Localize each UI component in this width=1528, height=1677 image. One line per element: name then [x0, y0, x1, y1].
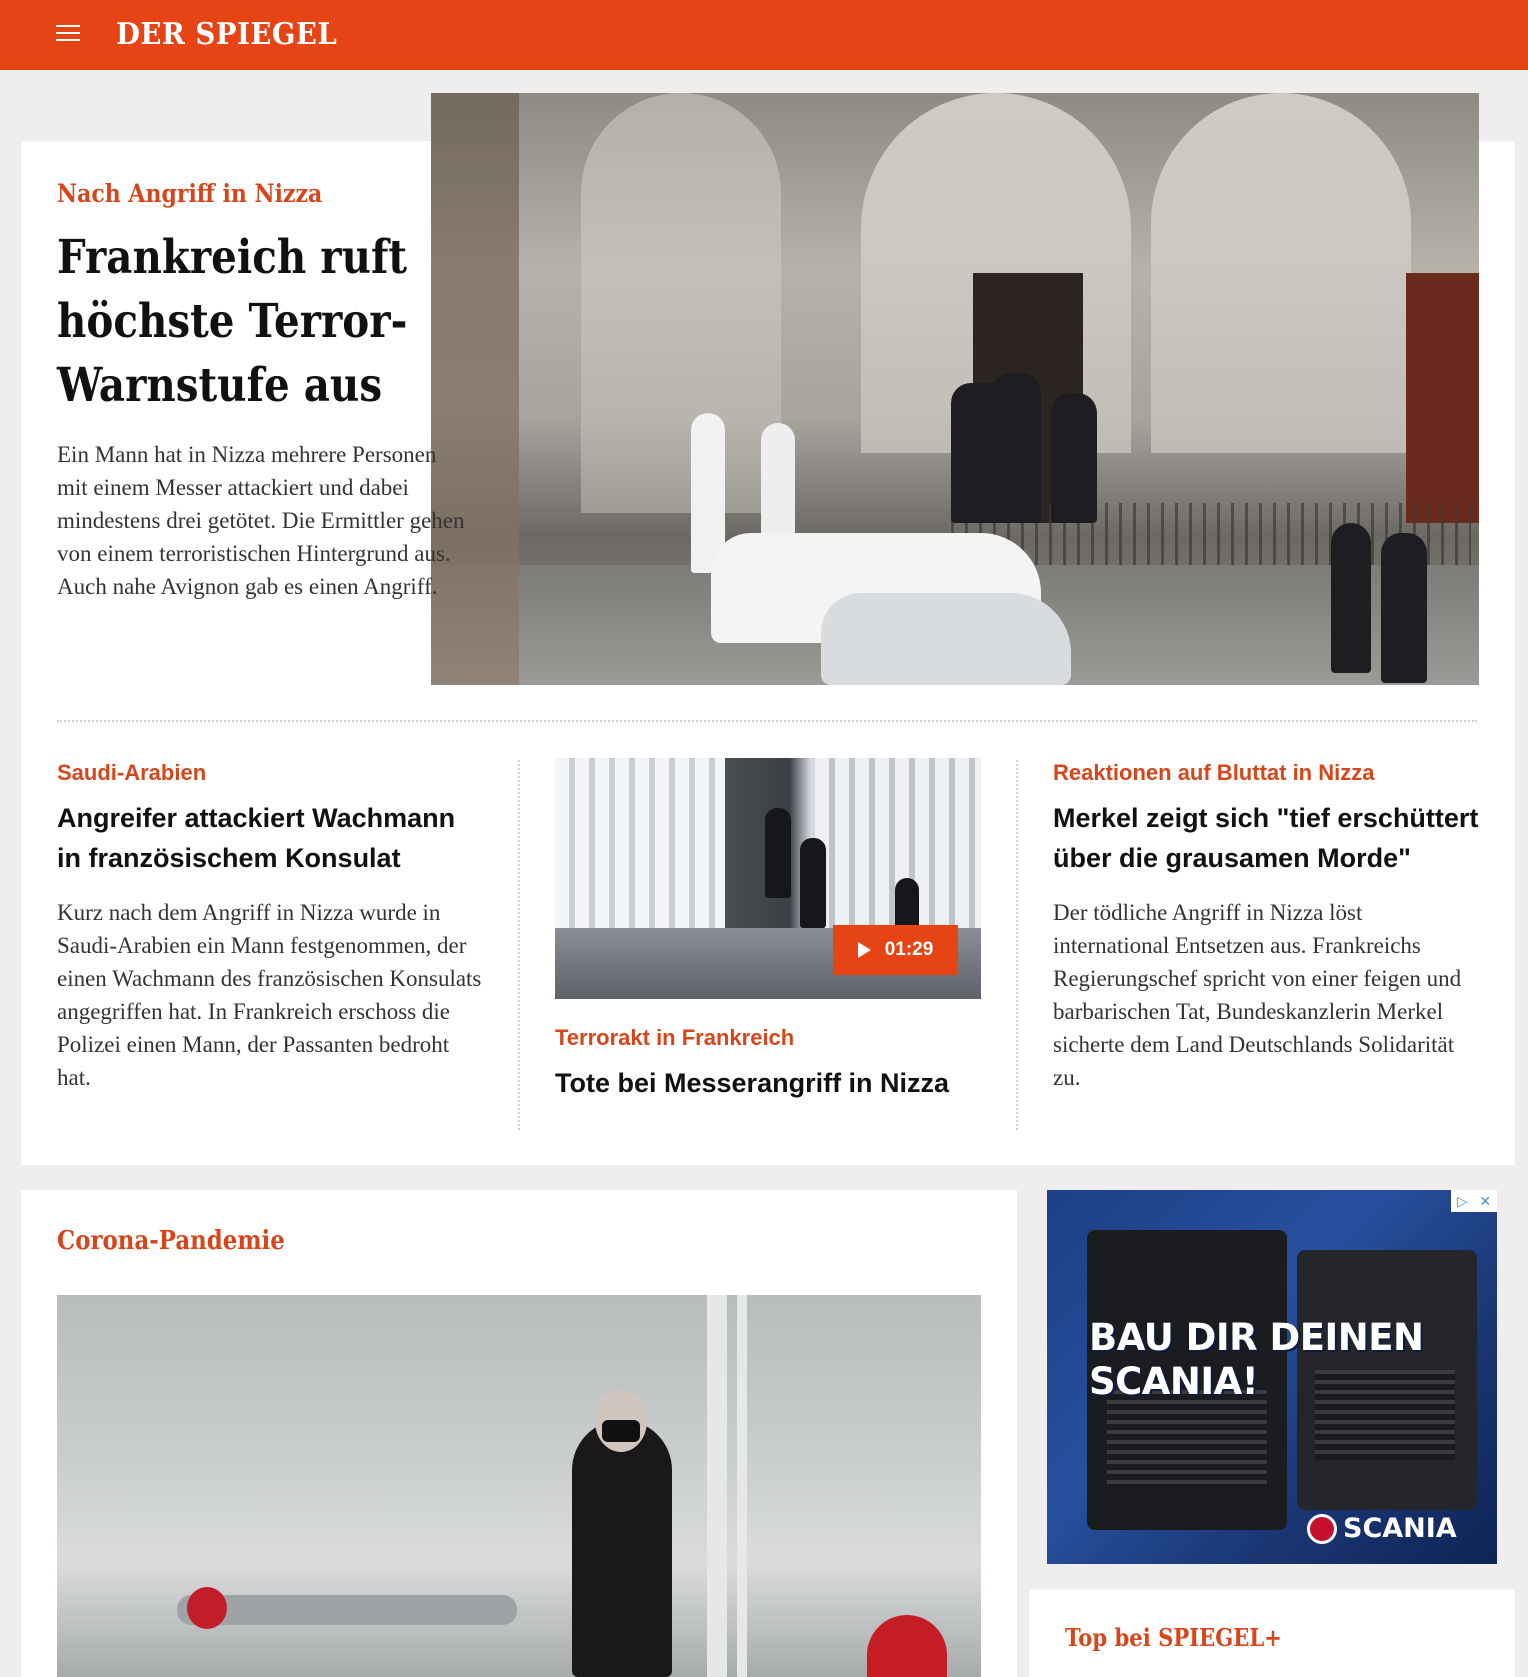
- section-kicker[interactable]: Corona-Pandemie: [57, 1226, 285, 1256]
- image-arch: [581, 93, 781, 513]
- image-door: [1406, 273, 1479, 523]
- ad-headline-line: SCANIA!: [1089, 1360, 1259, 1403]
- video-play-button[interactable]: [833, 925, 958, 975]
- teaser-headline[interactable]: Angreifer attackiert Wachmann in französischem Konsulat: [57, 803, 456, 873]
- image-person: [1331, 523, 1371, 673]
- lead-kicker[interactable]: Nach Angriff in Nizza: [57, 179, 323, 208]
- ad-truck-grill: [1107, 1390, 1267, 1490]
- image-red-object: [867, 1615, 947, 1677]
- thumb-pillars: [555, 758, 725, 948]
- teaser-headline[interactable]: Tote bei Messerangriff in Nizza: [555, 1068, 950, 1098]
- column-divider: [518, 760, 520, 1130]
- adchoices-icon[interactable]: ▷: [1456, 1192, 1468, 1209]
- close-icon[interactable]: ✕: [1479, 1192, 1492, 1209]
- section-divider: [57, 720, 1477, 722]
- site-header: [0, 0, 1528, 70]
- advertisement-banner[interactable]: [1047, 1190, 1497, 1564]
- site-logo[interactable]: DER SPIEGEL: [116, 17, 338, 52]
- lead-headline[interactable]: Frankreich ruft höchste Terror-Warnstufe aus: [57, 230, 408, 413]
- teaser-text: Der tödliche Angriff in Nizza löst international Entsetzen aus. Frankreichs Regierungschef spricht von einer feigen und barbarischen Tat, Bundeskanzlerin Merkel sicherte dem Land Deutschlands Solidarität zu.: [1053, 900, 1462, 1090]
- lead-teaser-text: Ein Mann hat in Nizza mehrere Personen mit einem Messer attackiert und dabei mindestens drei getötet. Die Ermittler gehen von einem terroristischen Hintergrund aus. Auch nahe Avignon gab es einen Angriff.: [57, 442, 465, 599]
- teaser-saudi-arabia[interactable]: [57, 758, 482, 1094]
- scania-logo-icon: [1307, 1514, 1337, 1544]
- play-icon: [858, 942, 871, 958]
- image-person: [991, 373, 1041, 523]
- ad-headline: [1089, 1316, 1423, 1404]
- teaser-kicker[interactable]: Saudi-Arabien: [57, 760, 207, 785]
- image-face-mask: [602, 1420, 640, 1442]
- teaser-text: Kurz nach dem Angriff in Nizza wurde in Saudi-Arabien ein Mann festgenommen, der einen Wachmann des französischen Konsulats angegriffen hat. In Frankreich erschoss die Polizei einen Mann, der Passanten bedroht hat.: [57, 900, 482, 1090]
- teaser-kicker[interactable]: Terrorakt in Frankreich: [555, 1025, 795, 1050]
- corona-story-image[interactable]: [57, 1295, 981, 1677]
- teaser-kicker[interactable]: Reaktionen auf Bluttat in Nizza: [1053, 760, 1375, 785]
- image-red-object: [187, 1587, 227, 1629]
- spiegel-plus-title[interactable]: Top bei SPIEGEL+: [1065, 1623, 1282, 1652]
- image-window-frame: [737, 1295, 747, 1677]
- video-duration: 01:29: [884, 939, 934, 960]
- image-person: [572, 1420, 672, 1677]
- teaser-headline[interactable]: Merkel zeigt sich "tief erschüttert über die grausamen Morde": [1053, 803, 1479, 873]
- image-car: [821, 593, 1071, 685]
- lead-story-image[interactable]: [431, 93, 1479, 685]
- hamburger-menu-icon[interactable]: [56, 25, 80, 43]
- image-person: [1051, 393, 1097, 523]
- ad-brand-name: SCANIA: [1343, 1513, 1457, 1544]
- ad-choices-control[interactable]: [1451, 1190, 1497, 1212]
- ad-brand-logo: [1307, 1513, 1457, 1544]
- teaser-merkel-reaction[interactable]: [1053, 758, 1483, 1094]
- image-window-frame: [707, 1295, 727, 1677]
- lead-story-text: [57, 176, 477, 603]
- thumb-person: [800, 838, 826, 928]
- image-mannequin: [177, 1595, 517, 1625]
- thumb-person: [765, 808, 791, 898]
- column-divider: [1016, 760, 1018, 1130]
- image-person: [1381, 533, 1427, 683]
- video-thumbnail[interactable]: [555, 758, 981, 999]
- image-arch: [1151, 93, 1411, 453]
- teaser-video-nizza[interactable]: [555, 1023, 981, 1103]
- ad-headline-line: BAU DIR DEINEN: [1089, 1316, 1424, 1359]
